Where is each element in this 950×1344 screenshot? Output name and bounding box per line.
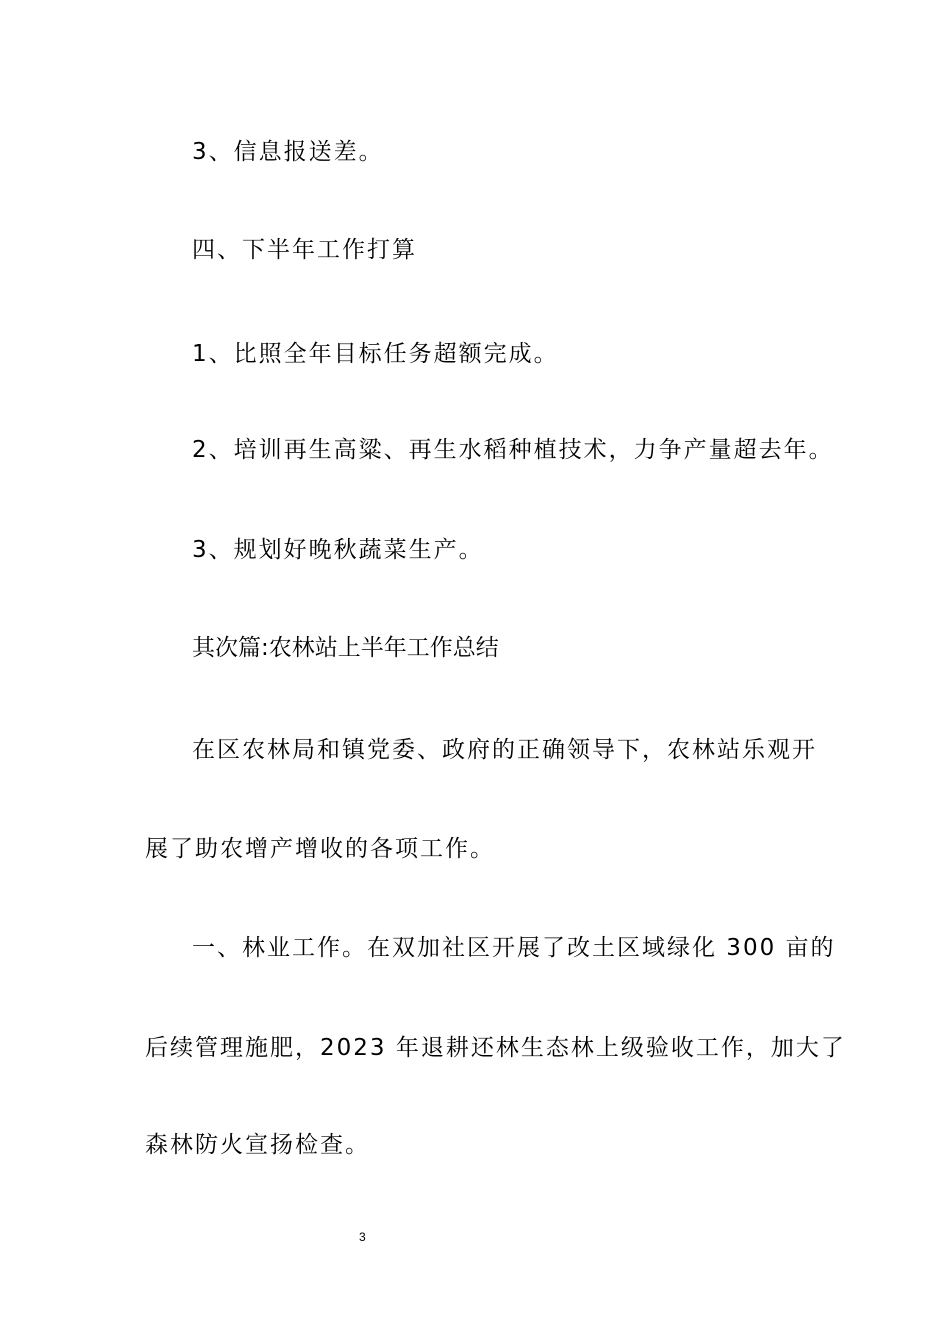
forestry-paragraph-line-1: 一、林业工作。在双加社区开展了改土区域绿化 300 亩的 <box>192 935 836 961</box>
plan-item-2: 2、培训再生高粱、再生水稻种植技术，力争产量超去年。 <box>192 437 834 463</box>
intro-paragraph-line-2: 展了助农增产增收的各项工作。 <box>145 836 495 862</box>
item-info-reporting: 3、信息报送差。 <box>192 139 384 165</box>
plan-item-1: 1、比照全年目标任务超额完成。 <box>192 341 559 367</box>
intro-paragraph-line-1: 在区农林局和镇党委、政府的正确领导下，农林站乐观开 <box>192 737 817 763</box>
section-heading-plan: 四、下半年工作打算 <box>192 237 417 263</box>
forestry-paragraph-line-2: 后续管理施肥，2023 年退耕还林生态林上级验收工作，加大了 <box>145 1035 846 1061</box>
second-article-title: 其次篇:农林站上半年工作总结 <box>192 635 499 661</box>
plan-item-3: 3、规划好晚秋蔬菜生产。 <box>192 537 484 563</box>
page-number: 3 <box>359 1230 366 1244</box>
forestry-paragraph-line-3: 森林防火宣扬检查。 <box>145 1132 370 1158</box>
